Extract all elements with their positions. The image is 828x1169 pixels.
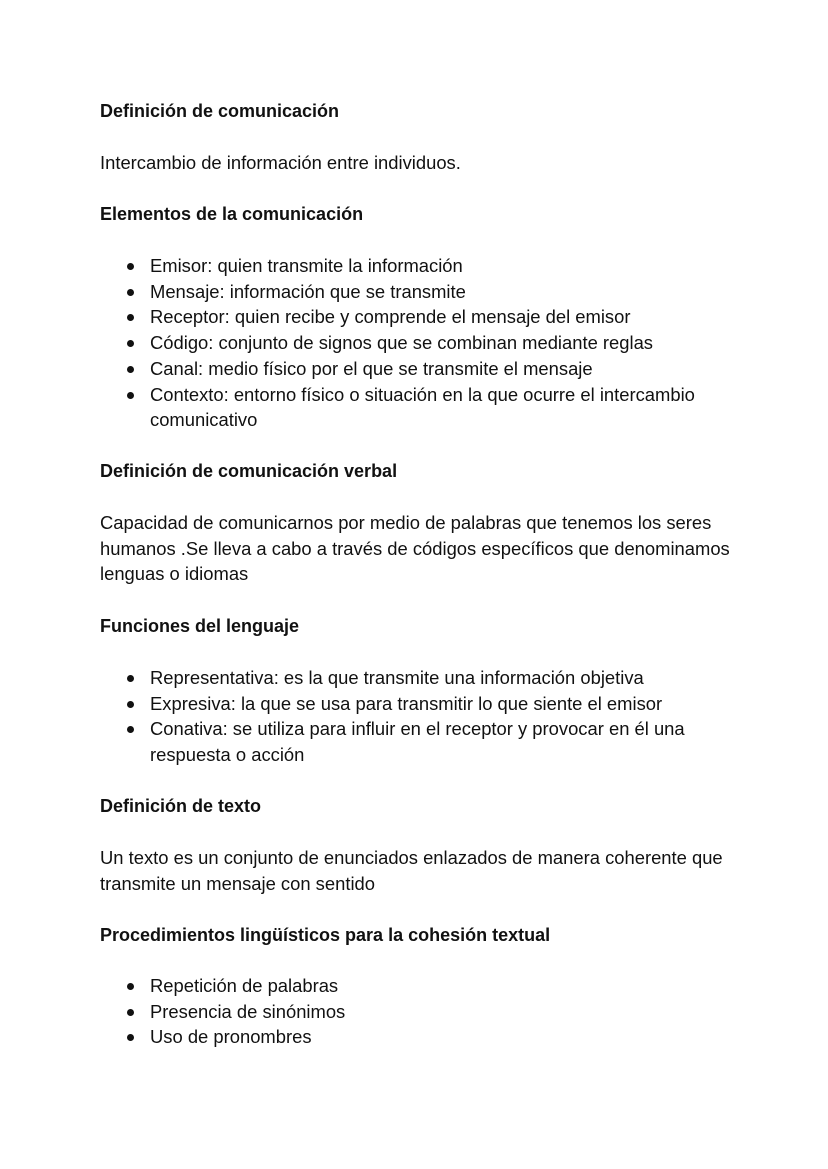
list-item-text: Emisor: quien transmite la información <box>150 255 463 276</box>
list-item-text: Repetición de palabras <box>150 975 339 996</box>
paragraph-definicion-texto: Un texto es un conjunto de enunciados enlazados de manera coherente que transmite un mensaje con sentido <box>100 847 723 894</box>
heading-comunicacion-verbal: Definición de comunicación verbal <box>100 461 398 481</box>
bullet-icon <box>127 1009 134 1016</box>
bullet-icon <box>127 675 134 682</box>
heading-elementos-comunicacion: Elementos de la comunicación <box>100 204 364 224</box>
list-elementos-comunicacion <box>100 253 740 433</box>
paragraph-definicion-comunicacion: Intercambio de información entre individuos. <box>100 152 461 173</box>
list-item-text: Mensaje: información que se transmite <box>150 280 466 302</box>
list-item <box>100 716 740 767</box>
bullet-icon <box>127 392 134 399</box>
bullet-icon <box>127 263 134 270</box>
list-item <box>100 665 740 691</box>
bullet-icon <box>127 366 134 373</box>
heading-cohesion-textual: Procedimientos lingüísticos para la cohesión textual <box>100 925 551 945</box>
list-item <box>100 279 740 305</box>
heading-definicion-texto: Definición de texto <box>100 796 262 816</box>
list-item-text: Uso de pronombres <box>150 1026 312 1048</box>
list-item <box>100 253 740 279</box>
list-cohesion-textual <box>100 973 740 1050</box>
list-item-text: Contexto: entorno físico o situación en la que ocurre el intercambio comunicativo <box>150 383 695 431</box>
bullet-icon <box>127 983 134 990</box>
list-item <box>100 973 740 999</box>
list-item <box>100 330 740 356</box>
list-item-text: Representativa: es la que transmite una información objetiva <box>150 667 644 688</box>
list-item <box>100 356 740 382</box>
bullet-icon <box>127 289 134 296</box>
bullet-icon <box>127 314 134 321</box>
paragraph-comunicacion-verbal: Capacidad de comunicarnos por medio de palabras que tenemos los seres humanos .Se lleva a cabo a través de códigos específicos que denominamos lenguas o idiomas <box>100 512 730 585</box>
list-item-text: Canal: medio físico por el que se transmite el mensaje <box>150 357 593 379</box>
list-item-text: Presencia de sinónimos <box>150 1000 346 1022</box>
list-item <box>100 382 740 433</box>
bullet-icon <box>127 701 134 708</box>
list-item <box>100 304 740 330</box>
heading-funciones-lenguaje: Funciones del lenguaje <box>100 616 300 636</box>
list-item-text: Receptor: quien recibe y comprende el mensaje del emisor <box>150 306 631 328</box>
heading-definicion-comunicacion: Definición de comunicación <box>100 101 340 121</box>
bullet-icon <box>127 340 134 347</box>
list-item-text: Expresiva: la que se usa para transmitir lo que siente el emisor <box>150 692 663 714</box>
bullet-icon <box>127 1034 134 1041</box>
list-item <box>100 1024 740 1050</box>
bullet-icon <box>127 726 134 733</box>
list-item <box>100 999 740 1025</box>
list-item <box>100 691 740 717</box>
list-item-text: Conativa: se utiliza para influir en el receptor y provocar en él una respuesta o acción <box>150 718 685 766</box>
list-item-text: Código: conjunto de signos que se combinan mediante reglas <box>150 332 654 354</box>
list-funciones-lenguaje <box>100 665 740 768</box>
